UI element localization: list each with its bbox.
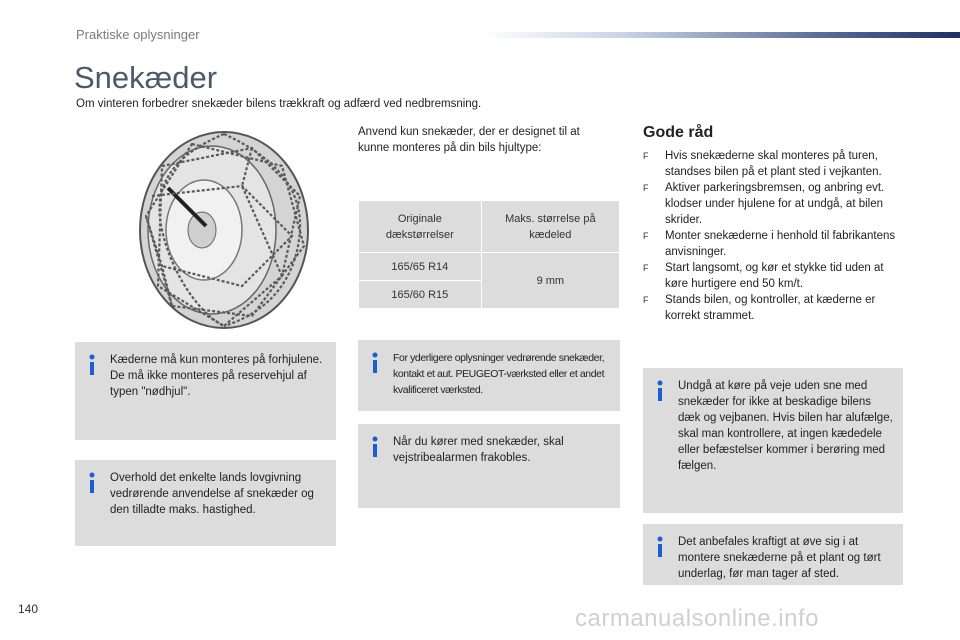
chain-requirements-text: Anvend kun snekæder, der er designet til at kunne monteres på din bils hjultype:	[358, 126, 580, 154]
info-text: For yderligere oplysninger vedrørende snekæder, kontakt et aut. PEUGEOT-værksted eller et andet kvalificeret værksted.	[393, 352, 605, 396]
info-box-legislation	[75, 460, 336, 546]
list-item: F Aktiver parkeringsbremsen, og anbring evt. klodser under hjulene for at undgå, at bilen skrider.	[643, 182, 885, 226]
info-text: Det anbefales kraftigt at øve sig i at montere snekæderne på et plant og tørt underlag, før man tager af sted.	[678, 536, 881, 580]
bullet-icon: F	[643, 183, 649, 193]
info-box-further-info	[358, 340, 620, 411]
header-gradient-bar	[480, 32, 960, 38]
info-icon	[87, 472, 97, 494]
bullet-icon: F	[643, 231, 649, 241]
list-item: F Start langsomt, og kør et stykke tid uden at køre hurtigere end 50 km/t.	[643, 262, 884, 290]
tire-size-table	[358, 200, 620, 309]
watermark: carmanualsonline.info	[575, 605, 819, 632]
tire-chain-illustration	[132, 126, 312, 334]
advice-list	[643, 148, 905, 324]
info-box-practice	[643, 524, 903, 585]
info-box-lane-warning	[358, 424, 620, 508]
advice-title: Gode råd	[643, 124, 714, 141]
section-label: Praktiske oplysninger	[76, 27, 200, 42]
table-cell-tire-size: 165/60 R15	[359, 281, 482, 309]
list-item: F Hvis snekæderne skal monteres på turen, standses bilen på et plant sted i vejkanten.	[643, 150, 882, 178]
page-title: Snekæder	[74, 60, 218, 95]
intro-text: Om vinteren forbedrer snekæder bilens trækkraft og adfærd ved nedbremsning.	[76, 98, 482, 110]
table-cell-max-link: 9 mm	[481, 253, 619, 309]
table-header-original-size: Originale dækstørrelser	[359, 201, 482, 253]
info-icon	[655, 380, 665, 402]
page-number: 140	[18, 602, 39, 616]
bullet-icon: F	[643, 295, 649, 305]
info-box-front-wheels	[75, 342, 336, 440]
info-text: Overhold det enkelte lands lovgivning vedrørende anvendelse af snekæder og den tilladte maks. hastighed.	[110, 472, 314, 516]
info-icon	[370, 352, 380, 374]
list-item: F Stands bilen, og kontroller, at kæderne er korrekt strammet.	[643, 294, 876, 322]
info-text: Undgå at køre på veje uden sne med snekæder for ikke at beskadige bilens dæk og vejbanen. Hvis bilen har alufælge, skal man kontrollere, at ingen kædedele eller befæstelser kommer i berøring med fælgen.	[678, 380, 893, 472]
table-header-max-link: Maks. størrelse på kædeled	[481, 201, 619, 253]
bullet-icon: F	[643, 151, 649, 161]
info-text: Når du kører med snekæder, skal vejstribealarmen frakobles.	[393, 436, 564, 464]
info-text: Kæderne må kun monteres på forhjulene. De må ikke monteres på reservehjul af typen "nødhjul".	[110, 354, 323, 398]
info-box-avoid-roads	[643, 368, 903, 513]
info-icon	[655, 536, 665, 558]
bullet-icon: F	[643, 263, 649, 273]
info-icon	[87, 354, 97, 376]
table-cell-tire-size: 165/65 R14	[359, 253, 482, 281]
list-item: F Monter snekæderne i henhold til fabrikantens anvisninger.	[643, 230, 896, 258]
info-icon	[370, 436, 380, 458]
